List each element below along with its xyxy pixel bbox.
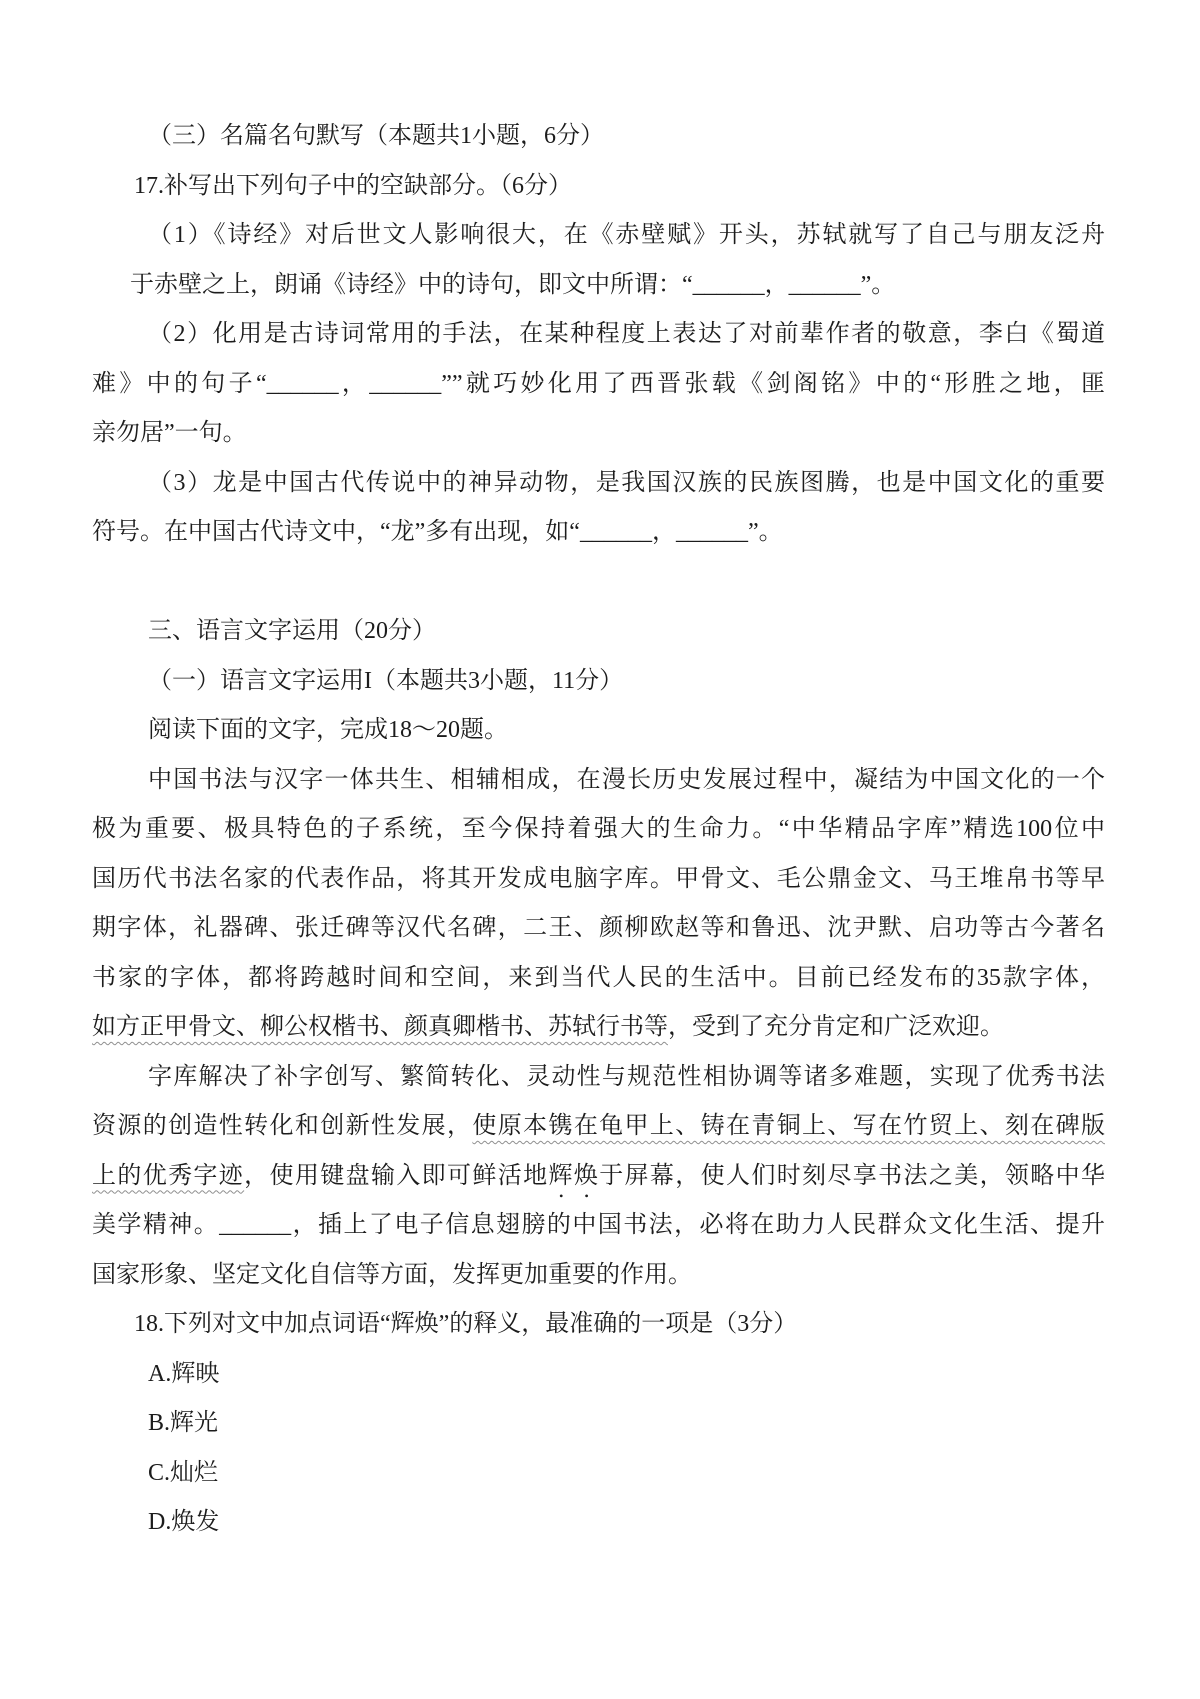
q18-option-a: A.辉映	[148, 1360, 220, 1387]
q17-item3-line1: （3）龙是中国古代传说中的神异动物，是我国汉族的民族图腾，也是中国文化的重要	[148, 469, 1105, 496]
passage-p1-line3: 国历代书法名家的代表作品，将其开发成电脑字库。甲骨文、毛公鼎金文、马王堆帛书等早	[92, 865, 1105, 892]
q17-item1-line2-with-blanks: 于赤壁之上，朗诵《诗经》中的诗句，即文中所谓：“______，______”。	[130, 271, 896, 298]
reading-instruction: 阅读下面的文字，完成18～20题。	[148, 717, 508, 743]
emphasis-dotted-word-huihuan: 辉焕	[548, 1162, 600, 1189]
question-18-stem: 18.下列对文中加点词语“辉焕”的释义，最准确的一项是（3分）	[134, 1311, 798, 1337]
passage-text: 于屏幕，使人们时刻尽享书法之美，领略中华	[599, 1162, 1105, 1189]
q17-item2-line1: （2）化用是古诗词常用的手法，在某种程度上表达了对前辈作者的敬意，李白《蜀道	[148, 321, 1105, 347]
passage-text: ，受到了充分肯定和广泛欢迎。	[668, 1014, 1004, 1040]
wavy-underlined-sentence-part2: 上的优秀字迹	[92, 1162, 245, 1189]
q17-item3-line2-with-blanks: 符号。在中国古代诗文中，“龙”多有出现，如“______，______”。	[92, 519, 783, 545]
passage-p2-line1: 字库解决了补字创写、繁简转化、灵动性与规范性相协调等诸多难题，实现了优秀书法	[148, 1063, 1105, 1090]
q18-option-b: B.辉光	[148, 1410, 219, 1436]
passage-p1-line1: 中国书法与汉字一体共生、相辅相成，在漫长历史发展过程中，凝结为中国文化的一个	[148, 766, 1105, 793]
passage-p1-line2: 极为重要、极具特色的子系统，至今保持着强大的生命力。“中华精品字库”精选100位中	[92, 816, 1105, 842]
wavy-underlined-font-list: 如方正甲骨文、柳公权楷书、颜真卿楷书、苏轼行书等	[92, 1014, 668, 1040]
q18-option-d: D.焕发	[148, 1509, 220, 1535]
section-lang-subheading: （一）语言文字运用I（本题共3小题，11分）	[148, 667, 624, 694]
passage-p1-line5: 书家的字体，都将跨越时间和空间，来到当代人民的生活中。目前已经发布的35款字体，	[92, 964, 1105, 991]
q17-item2-line2-with-blanks: 难》中的句子“______，______””就巧妙化用了西晋张载《剑阁铭》中的“形胜之地，匪	[92, 370, 1105, 397]
section3-heading: （三）名篇名句默写（本题共1小题，6分）	[148, 123, 604, 149]
passage-p2-line3	[92, 1152, 1105, 1202]
section-lang-heading: 三、语言文字运用（20分）	[148, 618, 436, 644]
passage-p2-line4-with-blank: 美学精神。______，插上了电子信息翅膀的中国书法，必将在助力人民群众文化生活、提升	[92, 1212, 1105, 1238]
q18-option-c: C.灿烂	[148, 1459, 219, 1486]
passage-p2-line5: 国家形象、坚定文化自信等方面，发挥更加重要的作用。	[92, 1261, 692, 1288]
passage-p1-line6	[92, 1003, 1105, 1053]
q17-item2-line3: 亲勿居”一句。	[92, 420, 247, 446]
passage-p1-line4: 期字体，礼器碑、张迁碑等汉代名碑，二王、颜柳欧赵等和鲁迅、沈尹默、启功等古今著名	[92, 915, 1105, 941]
passage-p2-line2	[92, 1102, 1105, 1152]
question-17-stem: 17.补写出下列句子中的空缺部分。（6分）	[134, 172, 572, 199]
passage-text: ，使用键盘输入即可鲜活地	[244, 1162, 549, 1189]
blank-line	[92, 558, 1105, 608]
passage-text: 资源的创造性转化和创新性发展，	[92, 1113, 473, 1139]
wavy-underlined-sentence-part1: 使原本镌在龟甲上、铸在青铜上、写在竹贸上、刻在碑版	[472, 1113, 1105, 1139]
q17-item1-line1: （1）《诗经》对后世文人影响很大，在《赤壁赋》开头，苏轼就写了自己与朋友泛舟	[148, 222, 1105, 248]
